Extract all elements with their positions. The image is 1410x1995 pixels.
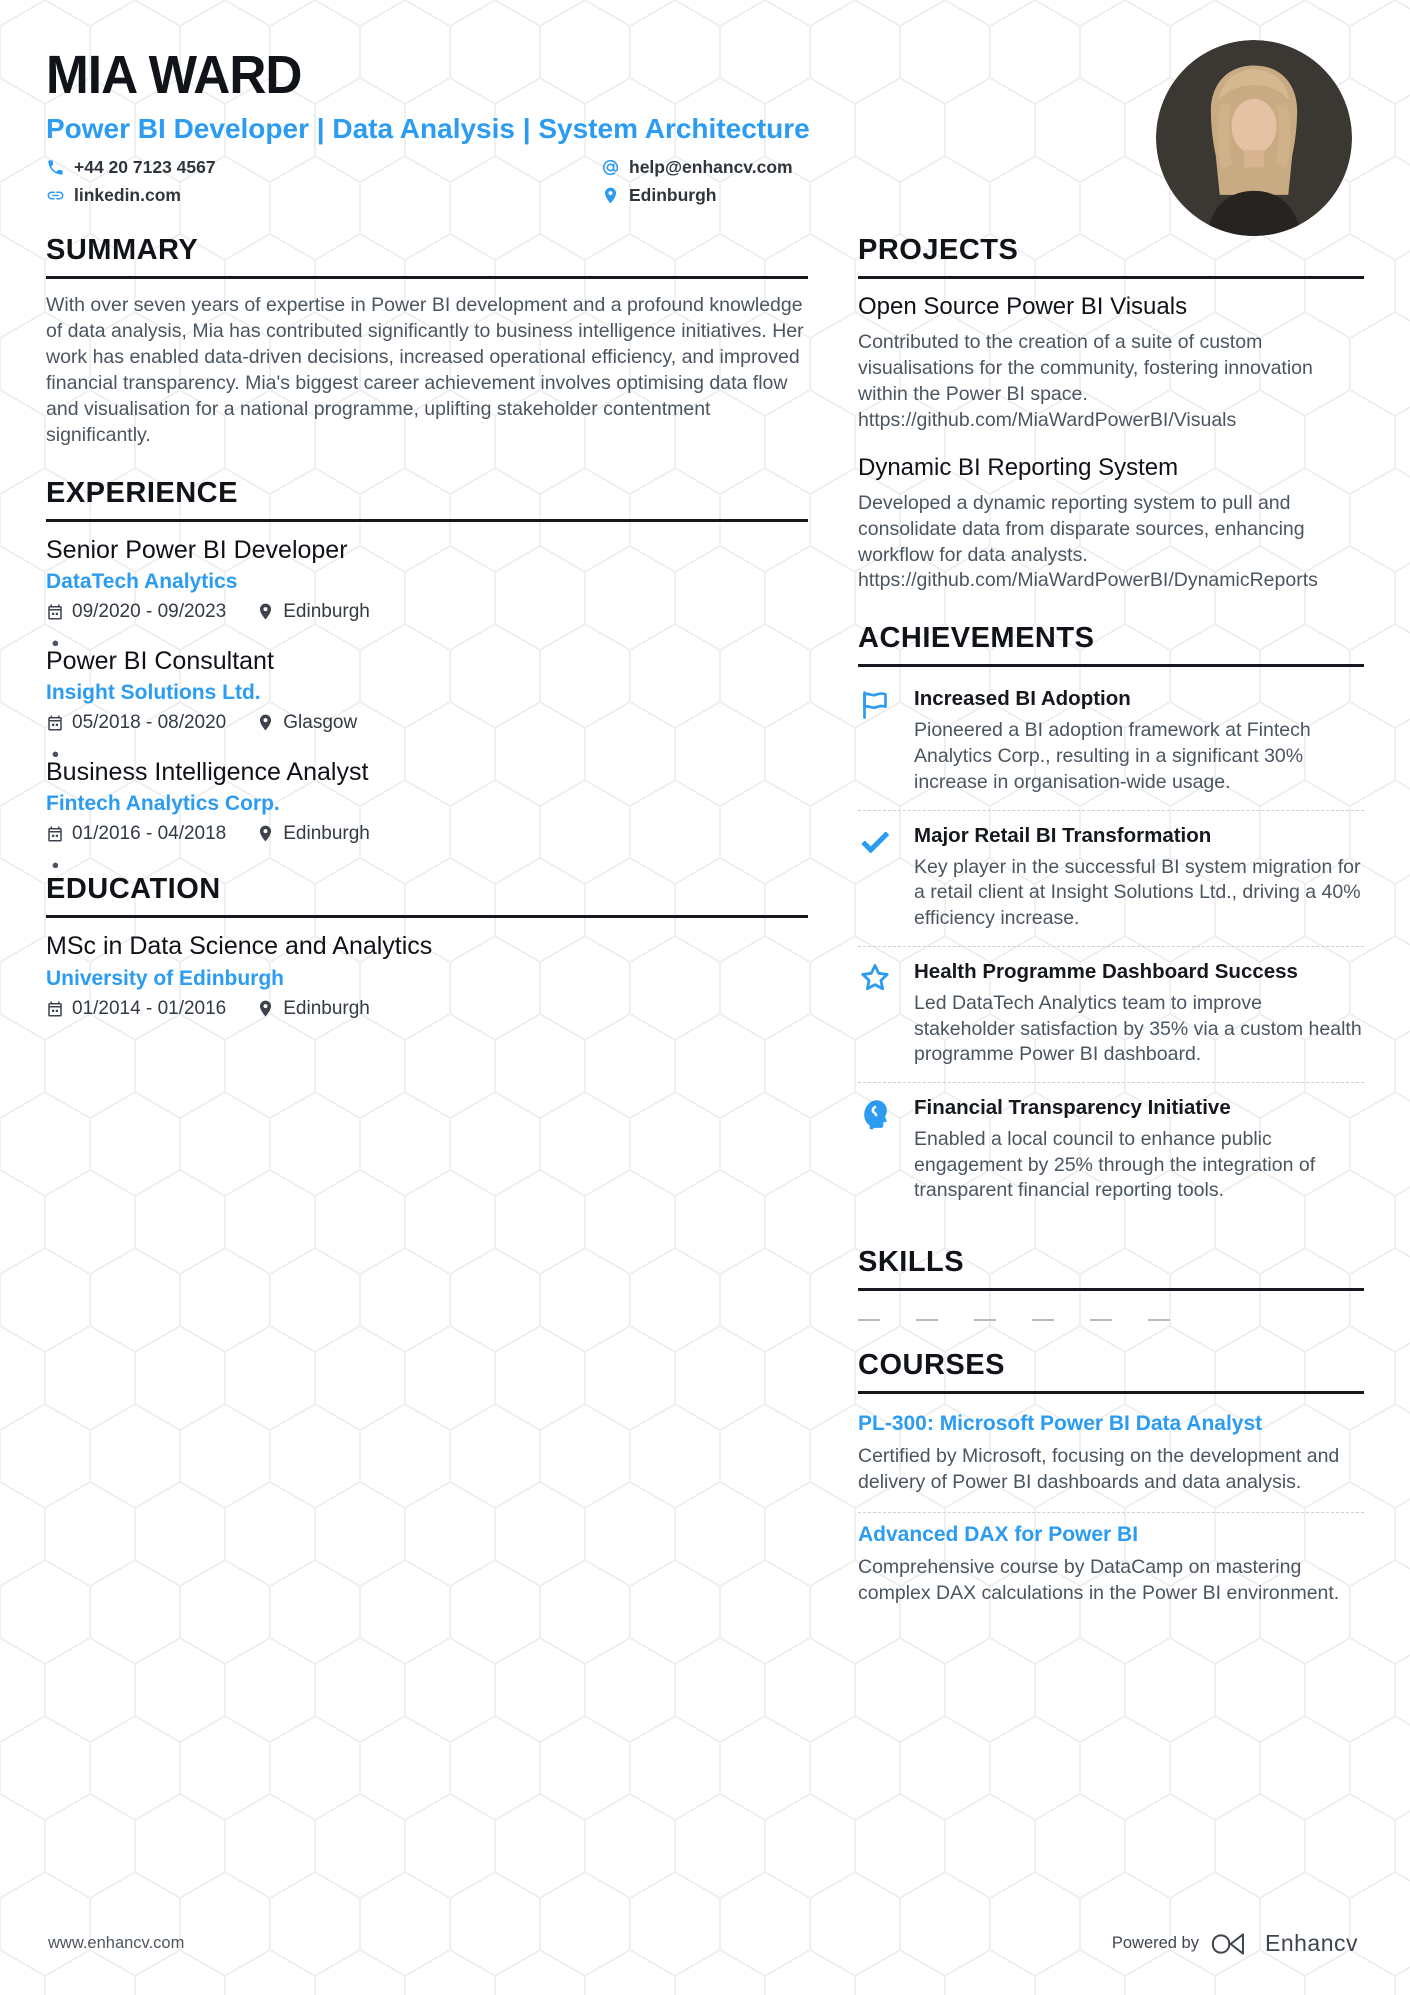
achievement-body [914, 1096, 1364, 1204]
company-name: DataTech Analytics [46, 569, 238, 593]
achievement-description: Pioneered a BI adoption framework at Fintech Analytics Corp., resulting in a significant 30% increase in organisation-wide usage. [914, 719, 1311, 793]
enhancv-site-link[interactable]: www.enhancv.com [48, 1934, 185, 1952]
project-title: Dynamic BI Reporting System [858, 453, 1179, 481]
achievement-body [914, 960, 1364, 1068]
projects-heading: PROJECTS [858, 234, 1364, 279]
achievement-title: Health Programme Dashboard Success [914, 959, 1298, 983]
pin-icon [256, 713, 275, 732]
contact-item[interactable] [601, 157, 856, 178]
job-entry [46, 536, 808, 623]
project-entry [858, 293, 1364, 434]
summary-text: With over seven years of expertise in Power BI development and a profound knowledge of data analysis, Mia has contributed significantly to business intelligence initiatives. Her work has enabled data-driven decisions, increased operational efficiency, and improved financial transparency. Mia's biggest career achievement involves optimising data flow and visualisation for a national programme, uplifting stakeholder contentment significantly. [46, 294, 804, 446]
content-columns [46, 234, 1364, 1623]
at-icon [601, 158, 620, 177]
education-date-text: 01/2014 - 01/2016 [72, 997, 227, 1019]
job-date-text: 01/2016 - 04/2018 [72, 822, 227, 844]
job-title: Power BI Consultant [46, 646, 274, 675]
achievement-entry [858, 811, 1364, 947]
course-list [858, 1408, 1364, 1623]
check-icon [858, 824, 898, 932]
phone-icon [46, 158, 65, 177]
job-meta [46, 712, 808, 734]
projects-section [858, 234, 1364, 594]
project-description: Developed a dynamic reporting system to pull and consolidate data from disparate sources, enhancing workflow for data analysts. [858, 491, 1305, 566]
footer [46, 1930, 1364, 1965]
flag-icon [858, 687, 898, 795]
job-date [46, 823, 226, 845]
contact-text: Edinburgh [629, 185, 717, 205]
course-description: Certified by Microsoft, focusing on the development and delivery of Power BI dashboards and data analysis. [858, 1445, 1340, 1494]
skill-item [1032, 1309, 1054, 1321]
skills-section [858, 1246, 1364, 1321]
experience-section [46, 477, 808, 845]
achievements-section [858, 622, 1364, 1218]
contact-text: linkedin.com [74, 185, 181, 205]
education-location [256, 998, 370, 1020]
job-entry [46, 758, 808, 845]
pin-icon [256, 602, 275, 621]
job-location [256, 601, 370, 623]
achievement-body [914, 824, 1364, 932]
contact-text: help@enhancv.com [629, 157, 793, 177]
course-entry [858, 1408, 1364, 1513]
achievement-description: Led DataTech Analytics team to improve stakeholder satisfaction by 35% via a custom health programme Power BI dashboard. [914, 991, 1362, 1066]
job-date-text: 05/2018 - 08/2020 [72, 711, 227, 733]
job-date [46, 601, 226, 623]
job-list [46, 536, 808, 845]
achievement-body [914, 687, 1364, 795]
skill-item [1090, 1309, 1112, 1321]
job-title: Senior Power BI Developer [46, 535, 348, 564]
contact-list [46, 157, 856, 206]
education-section [46, 873, 808, 1020]
achievements-heading: ACHIEVEMENTS [858, 622, 1364, 667]
pin-icon [256, 824, 275, 843]
education-date [46, 998, 226, 1020]
achievement-description: Enabled a local council to enhance public engagement by 25% through the integration of transparent financial reporting tools. [914, 1127, 1316, 1202]
job-location-text: Glasgow [283, 711, 358, 733]
person-headline: Power BI Developer | Data Analysis | System Architecture [46, 113, 810, 144]
contact-text: +44 20 7123 4567 [74, 157, 216, 177]
project-entry [858, 454, 1364, 595]
company-name: Insight Solutions Ltd. [46, 680, 261, 704]
enhancv-logo-icon [1211, 1932, 1253, 1956]
job-title: Business Intelligence Analyst [46, 757, 369, 786]
job-meta [46, 601, 808, 623]
achievement-title: Increased BI Adoption [914, 687, 1131, 711]
course-entry [858, 1513, 1364, 1623]
enhancv-brand-text[interactable]: Enhancv [1264, 1930, 1358, 1956]
course-description: Comprehensive course by DataCamp on mastering complex DAX calculations in the Power BI environment. [858, 1556, 1340, 1604]
skill-item [1148, 1309, 1170, 1321]
job-date-text: 09/2020 - 09/2023 [72, 600, 227, 622]
star-icon [858, 960, 898, 1068]
project-url[interactable]: https://github.com/MiaWardPowerBI/Visuals [858, 408, 1237, 431]
job-entry [46, 647, 808, 734]
calendar-icon [46, 714, 64, 732]
courses-heading: COURSES [858, 1349, 1364, 1394]
project-list [858, 293, 1364, 594]
skills-heading: SKILLS [858, 1246, 1364, 1291]
calendar-icon [46, 825, 64, 843]
calendar-icon [46, 1000, 64, 1018]
pin-icon [256, 999, 275, 1018]
company-name: Fintech Analytics Corp. [46, 791, 280, 815]
person-name: MIA WARD [46, 45, 302, 105]
contact-item[interactable] [601, 185, 856, 206]
education-heading: EDUCATION [46, 873, 808, 918]
achievement-entry [858, 947, 1364, 1083]
link-icon [46, 186, 65, 205]
education-location-text: Edinburgh [283, 997, 370, 1019]
pin-icon [601, 186, 620, 205]
education-meta [46, 998, 808, 1020]
calendar-icon [46, 603, 64, 621]
achievement-description: Key player in the successful BI system migration for a retail client at Insight Solutions Ltd., driving a 40% efficiency increase. [914, 855, 1361, 930]
course-title: PL-300: Microsoft Power BI Data Analyst [858, 1412, 1263, 1436]
achievement-entry [858, 1083, 1364, 1218]
job-location-text: Edinburgh [283, 822, 370, 844]
achievement-list [858, 681, 1364, 1218]
job-date [46, 712, 226, 734]
school-name: University of Edinburgh [46, 966, 285, 990]
project-description: Contributed to the creation of a suite of custom visualisations for the community, fostering innovation within the Power BI space. [858, 331, 1313, 405]
experience-heading: EXPERIENCE [46, 477, 808, 522]
degree-title: MSc in Data Science and Analytics [46, 931, 433, 960]
contact-item[interactable] [46, 157, 601, 178]
job-location-text: Edinburgh [283, 600, 370, 622]
achievement-title: Financial Transparency Initiative [914, 1095, 1231, 1119]
summary-section [46, 234, 808, 449]
left-column [46, 234, 808, 1623]
skill-item [858, 1309, 880, 1321]
profile-photo [1156, 40, 1352, 236]
powered-by-label: Powered by [1111, 1934, 1199, 1952]
skill-item [974, 1309, 996, 1321]
header [46, 44, 1364, 206]
course-title: Advanced DAX for Power BI [858, 1523, 1139, 1547]
job-meta [46, 823, 808, 845]
skill-list [858, 1305, 1364, 1321]
achievement-title: Major Retail BI Transformation [914, 823, 1212, 847]
project-title: Open Source Power BI Visuals [858, 293, 1188, 320]
right-column [858, 234, 1364, 1623]
profile-photo-image [1156, 40, 1352, 236]
contact-item[interactable] [46, 185, 601, 206]
summary-heading: SUMMARY [46, 234, 808, 279]
skill-item [916, 1309, 938, 1321]
head-icon [858, 1096, 898, 1204]
achievement-entry [858, 681, 1364, 810]
job-location [256, 823, 370, 845]
project-url[interactable]: https://github.com/MiaWardPowerBI/DynamicReports [858, 569, 1318, 592]
job-location [256, 712, 357, 734]
powered-by-group [1112, 1930, 1358, 1957]
courses-section [858, 1349, 1364, 1623]
